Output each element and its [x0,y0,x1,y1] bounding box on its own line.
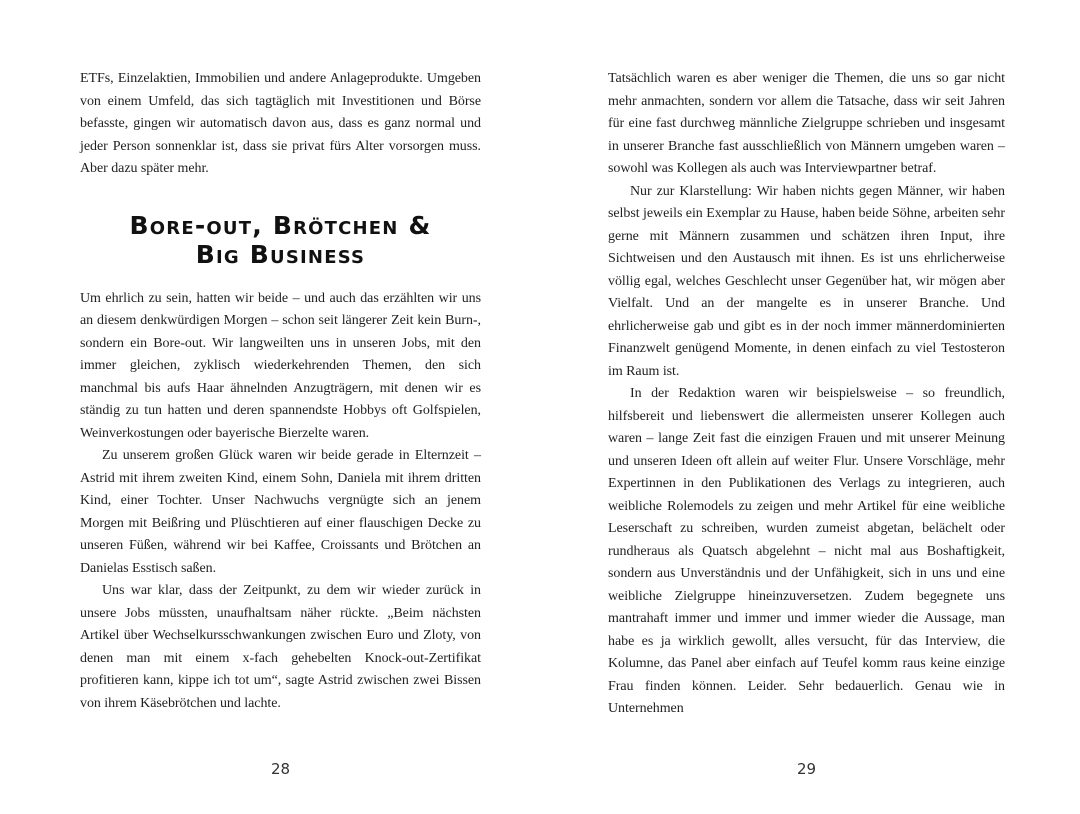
paragraph: Tatsächlich waren es aber weniger die Themen, die uns so gar nicht mehr anmachten, sondern vor allem die Tatsache, dass wir seit Jahren für eine fast durchweg männliche Zielgruppe schrieben und insgesamt in unserer Branche fast ausschließlich von Männern umgeben waren – sowohl was Kollegen als auch was Interviewpartner betraf. [608,71,1005,176]
paragraph: Uns war klar, dass der Zeitpunkt, zu dem wir wieder zurück in unsere Jobs müssten, unaufhaltsam näher rückte. „Beim nächsten Artikel über Wechselkursschwankungen zwischen Euro und Zloty, von denen man mit einem x-fach gehebelten Knock-out-Zertifikat profitieren kann, kippe ich tot um“, sagte Astrid zwischen zwei Bissen von ihrem Käsebrötchen und lachte. [80,583,481,711]
paragraph: Um ehrlich zu sein, hatten wir beide – und auch das erzählten wir uns an diesem denkwürdigen Morgen – schon seit längerer Zeit kein Burn-, sondern ein Bore-out. Wir langweilten uns in unseren Jobs, mit den immer gleichen, zyklisch wiederkehrenden Themen, den sich manchmal bis aufs Haar ähnelnden Anzugträgern, mit denen wir es ständig zu tun hatten und deren spannendste Hobbys oft Golfspielen, Weinverkostungen oder bayerische Bierzelte waren. [80,290,481,441]
paragraph: In der Redaktion waren wir beispielsweise – so freundlich, hilfsbereit und liebenswert die allermeisten unserer Kollegen auch waren – lange Zeit fast die einzigen Frauen und mit unserer Meinung und unseren Ideen oft allein auf weiter Flur. Unsere Vorschläge, mehr Expertinnen in den Publikationen des Verlags zu integrieren, auch weibliche Rolemodels zu zeigen und mehr Artikel für eine weibliche Leserschaft zu schreiben, wurden zumeist abgetan, belächelt oder rundheraus als Quatsch abgelehnt – nicht mal aus Boshaftigkeit, sondern aus Unverständnis und der Unfähigkeit, sich in uns und eine weibliche Zielgruppe hineinzuversetzen. Zudem begegnete uns mantrahaft immer und immer und immer wieder die Aussage, man habe es ja wirklich gewollt, alles versucht, für das Interview, die Kolumne, das Panel aber einfach auf Teufel komm raus keine einzige Frau finden können. Leider. Sehr bedauerlich. Genau wie in Unternehmen [608,386,1005,716]
chapter-heading-line-1: Bore-out, Brötchen & [129,210,432,240]
paragraph: Zu unserem großen Glück waren wir beide gerade in Elternzeit – Astrid mit ihrem zweiten Kind, einem Sohn, Daniela mit ihrem dritten Kind, einer Tochter. Unser Nachwuchs vergnügte sich an jenem Morgen mit Beißring und Plüschtieren auf einer flauschigen Decke zu unseren Füßen, während wir bei Kaffee, Croissants und Brötchen an Danielas Esstisch saßen. [80,448,481,576]
page-left [80,68,481,715]
page-number-right: 29 [796,760,817,778]
page-number-left: 28 [270,760,291,778]
chapter-heading [80,211,481,269]
paragraph: Nur zur Klarstellung: Wir haben nichts gegen Männer, wir haben selbst jeweils ein Exemplar zu Hause, haben beide Söhne, arbeiten sehr gerne mit Männern zusammen und schätzen ihren Input, ihre Sichtweisen und den Austausch mit ihnen. Es ist uns ehrlicherweise völlig egal, welches Geschlecht unser Gegenüber hat, wir mögen aber Vielfalt. Und an der mangelte es in unserer Branche. Und ehrlicherweise gab und gibt es in der noch immer männerdominierten Finanzwelt genügend Momente, in denen einfach zu viel Testosteron im Raum ist. [608,183,1005,379]
chapter-heading-line-2: Big Business [195,239,366,269]
intro-paragraph: ETFs, Einzelaktien, Immobilien und andere Anlageprodukte. Umgeben von einem Umfeld, das sich tagtäglich mit Investitionen und Börse befasste, gingen wir automatisch davon aus, dass es ganz normal und jeder Person sonnenklar ist, dass sie privat fürs Alter vorsorgen muss. Aber dazu später mehr. [80,71,481,176]
page-right [608,68,1005,721]
